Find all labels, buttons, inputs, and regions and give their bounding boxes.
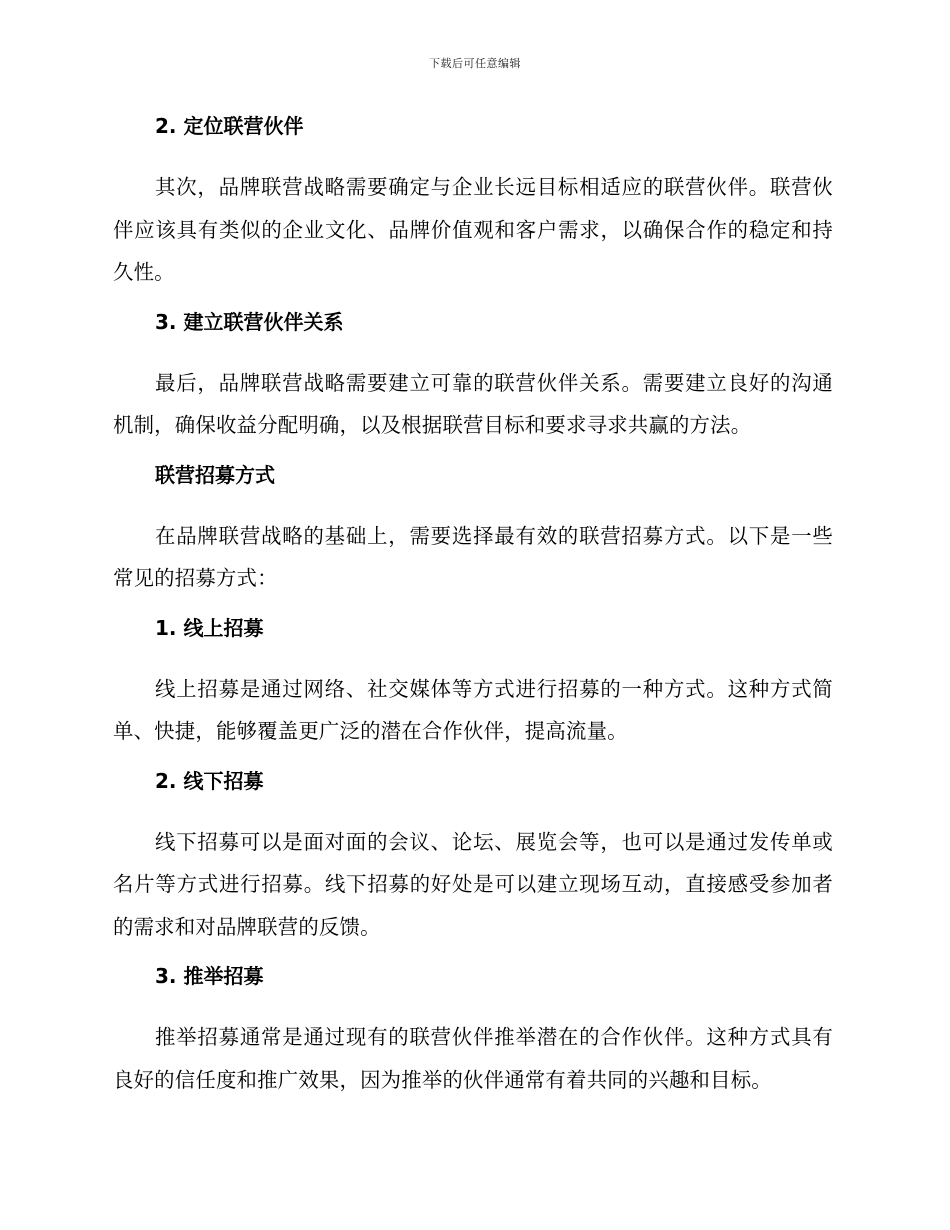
section-heading-online-recruitment: 1. 线上招募 <box>155 615 264 640</box>
section-heading-referral-recruitment: 3. 推举招募 <box>155 964 264 988</box>
paragraph-build-relationship: 最后，品牌联营战略需要建立可靠的联营伙伴关系。需要建立良好的沟通机制，确保收益分配明确，以及根据联营目标和要求寻求共赢的方法。 <box>113 370 833 437</box>
section-heading-recruitment-methods: 联营招募方式 <box>155 462 275 487</box>
header-note: 下载后可任意编辑 <box>429 57 521 70</box>
paragraph-online-recruitment: 线上招募是通过网络、社交媒体等方式进行招募的一种方式。这种方式简单、快捷，能够覆盖更广泛的潜在合作伙伴，提高流量。 <box>113 676 833 743</box>
section-heading-build-relationship: 3. 建立联营伙伴关系 <box>155 309 344 334</box>
paragraph-offline-recruitment: 线下招募可以是面对面的会议、论坛、展览会等，也可以是通过发传单或名片等方式进行招募。线下招募的好处是可以建立现场互动，直接感受参加者的需求和对品牌联营的反馈。 <box>113 829 833 939</box>
paragraph-recruitment-methods: 在品牌联营战略的基础上，需要选择最有效的联营招募方式。以下是一些常见的招募方式： <box>113 523 833 590</box>
document-body <box>113 110 833 1113</box>
paragraph-referral-recruitment: 推举招募通常是通过现有的联营伙伴推举潜在的合作伙伴。这种方式具有良好的信任度和推广效果，因为推举的伙伴通常有着共同的兴趣和目标。 <box>113 1025 833 1092</box>
section-heading-offline-recruitment: 2. 线下招募 <box>155 768 264 793</box>
paragraph-positioning-partners: 其次，品牌联营战略需要确定与企业长远目标相适应的联营伙伴。联营伙伴应该具有类似的企业文化、品牌价值观和客户需求，以确保合作的稳定和持久性。 <box>113 175 833 284</box>
section-heading-positioning-partners: 2. 定位联营伙伴 <box>155 114 304 138</box>
